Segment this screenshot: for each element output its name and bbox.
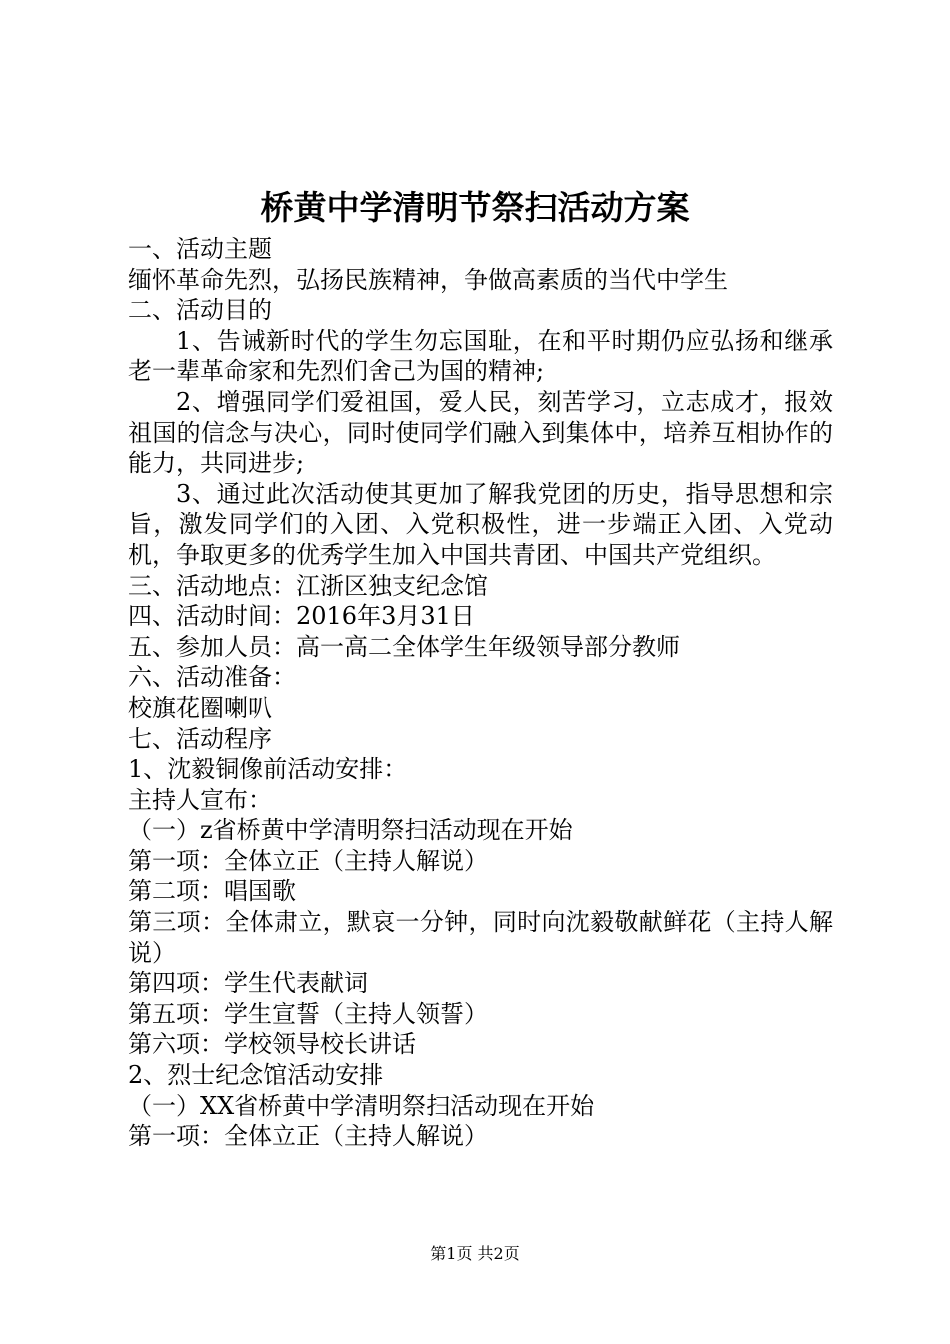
paragraph-16: 第一项：全体立正（主持人解说） [128,846,488,875]
paragraph-17: 第二项：唱国歌 [128,877,296,906]
paragraph-8: 四、活动时间：2016年3月31日 [128,602,475,631]
paragraph-9: 五、参加人员：高一高二全体学生年级领导部分教师 [128,632,680,661]
paragraph-6: 3、通过此次活动使其更加了解我党团的历史，指导思想和宗旨，激发同学们的入团、入党积极性，进一步端正入团、入党动机，争取更多的优秀学生加入中国共青团、中国共产党组织。 [128,479,833,569]
document-title: 桥黄中学清明节祭扫活动方案 [260,188,690,227]
paragraph-18: 第三项：全体肃立，默哀一分钟，同时向沈毅敬献鲜花（主持人解说） [128,908,833,967]
paragraph-11: 校旗花圈喇叭 [128,693,272,722]
paragraph-1: 一、活动主题 [128,235,272,263]
paragraph-15: （一）z省桥黄中学清明祭扫活动现在开始 [128,816,573,845]
paragraph-23: （一）XX省桥黄中学清明祭扫活动现在开始 [128,1091,595,1120]
paragraph-22: 2、烈士纪念馆活动安排 [128,1061,384,1090]
document-body [128,234,833,1152]
paragraph-13: 1、沈毅铜像前活动安排： [128,755,408,784]
paragraph-5: 2、增强同学们爱祖国，爱人民，刻苦学习，立志成才，报效祖国的信念与决心，同时使同学们融入到集体中，培养互相协作的能力，共同进步; [128,387,833,478]
paragraph-3: 二、活动目的 [128,296,272,325]
paragraph-14: 主持人宣布： [128,785,272,814]
paragraph-2: 缅怀革命先烈，弘扬民族精神，争做高素质的当代中学生 [128,265,728,294]
paragraph-21: 第六项：学校领导校长讲话 [128,1030,416,1059]
paragraph-20: 第五项：学生宣誓（主持人领誓） [128,999,488,1028]
paragraph-4: 1、告诫新时代的学生勿忘国耻，在和平时期仍应弘扬和继承老一辈革命家和先烈们舍己为国的精神; [128,326,833,386]
paragraph-7: 三、活动地点：江浙区独支纪念馆 [128,571,488,600]
paragraph-24: 第一项：全体立正（主持人解说） [128,1122,488,1151]
page-footer: 第1页 共2页 [430,1244,520,1263]
paragraph-10: 六、活动准备： [128,663,296,692]
paragraph-12: 七、活动程序 [128,724,272,753]
paragraph-19: 第四项：学生代表献词 [128,969,368,998]
